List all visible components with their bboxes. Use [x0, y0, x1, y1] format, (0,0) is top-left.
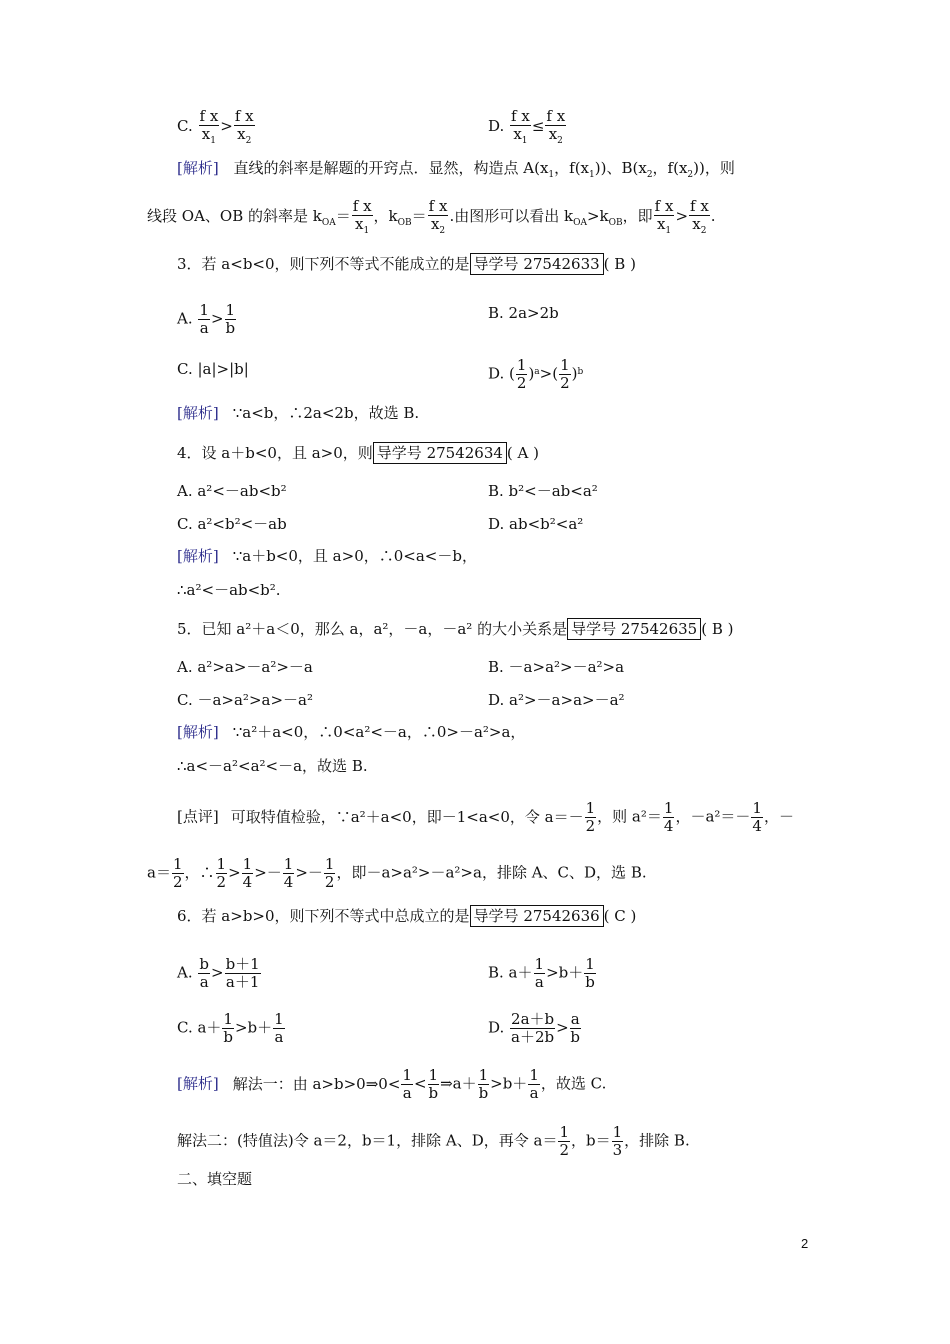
analysis-line-2: 线段 OA、OB 的斜率是 $k_{OA}=$ $\frac{\text{f x}}{x_1}$ ，$k_{OB}=$ $\frac{\text{f x}}{x_2}$ .由图形可以看出 $k_{OA}>k_{OB}$，即 $\frac{\text{f x}}{x_1}$ > $\frac{\text{f x}}{x_2}$ .: [147, 197, 716, 236]
option-d-row: D. $\frac{\text{f x}}{x_1}$ ≤ $\frac{\text{f x}}{x_2}$: [488, 107, 566, 146]
fraction: $\frac{\text{f x}}{x_1}$: [511, 107, 530, 146]
question-6-analysis: [解析] 解法一：由 a>b>0⇒0< $\frac{1}{a}$ < $\frac{1}{b}$ ⇒a＋ $\frac{1}{b}$ >b＋ $\frac{1}{a}$ ，故选 C.: [177, 1066, 607, 1102]
question-6-option-a: A. $\frac{b}{a}$ > $\frac{b+1}{a+1}$: [177, 955, 260, 991]
question-5-comment: [点评] 可取特值检验，∵a²＋a<0，即－1<a<0，令 a＝－ $\frac{1}{2}$ ，则 a²＝ $\frac{1}{4}$ ，－a²＝－ $\frac{1}{4}$ ，－: [177, 799, 794, 835]
fraction: $\frac{\text{f x}}{x_2}$: [690, 197, 709, 236]
answer: ( A ): [506, 444, 539, 462]
fraction: $\frac{\text{f x}}{x_2}$: [234, 107, 254, 146]
question-6-method-2: 解法二：(特值法)令 a＝2，b＝1，排除 A、D，再令 a＝ $\frac{1}{2}$ ，b＝ $\frac{1}{3}$ ，排除 B.: [177, 1123, 690, 1159]
question-3-stem: 3．若 a<b<0，则下列不等式不能成立的是 导学号 27542633 ( B ): [177, 255, 636, 273]
question-6-option-c: C. a＋ $\frac{1}{b}$ >b＋ $\frac{1}{a}$: [177, 1010, 284, 1046]
question-3-option-b: B. 2a>2b: [488, 304, 559, 322]
question-5-option-c: C. －a>a²>a>－a²: [177, 691, 313, 709]
question-5-stem: 5．已知 a²＋a＜0，那么 a，a²，－a，－a² 的大小关系是 导学号 27542635 ( B ): [177, 620, 734, 638]
question-6-option-b: B. a＋ $\frac{1}{a}$ >b＋ $\frac{1}{b}$: [488, 955, 595, 991]
question-3-option-c: C. |a|>|b|: [177, 360, 249, 378]
guide-number-box: 导学号 27542634: [373, 442, 507, 464]
option-c-row: C. $\frac{\text{f x}}{x_1}$ > $\frac{\text{f x}}{x_2}$: [177, 107, 254, 146]
question-5-analysis-2: ∴a<－a²<a²<－a，故选 B.: [177, 757, 368, 775]
guide-number-box: 导学号 27542635: [567, 618, 701, 640]
question-5-option-d: D. a²>－a>a>－a²: [488, 691, 625, 709]
question-4-stem: 4．设 a＋b<0，且 a>0，则 导学号 27542634 ( A ): [177, 444, 539, 462]
question-5-comment-2: a＝ $\frac{1}{2}$ ，∴ $\frac{1}{2}$ > $\frac{1}{4}$ >－ $\frac{1}{4}$ >－ $\frac{1}{2}$ ，即－a>a²>－a²>a，排除 A、C、D，选 B.: [147, 855, 647, 891]
guide-number-box: 导学号 27542636: [470, 905, 604, 927]
question-5-option-b: B. －a>a²>－a²>a: [488, 658, 625, 676]
fraction: $\frac{\text{f x}}{x_2}$: [428, 197, 448, 236]
option-label: D.: [488, 117, 505, 135]
analysis-tag: [解析]: [177, 159, 219, 177]
question-5-analysis: [解析] ∵a²＋a<0，∴0<a²<－a，∴0>－a²>a，: [177, 723, 526, 741]
answer: ( B ): [701, 620, 734, 638]
question-4-analysis-2: ∴a²<－ab<b².: [177, 581, 281, 599]
question-5-option-a: A. a²>a>－a²>－a: [177, 658, 313, 676]
guide-number-box: 导学号 27542633: [470, 253, 604, 275]
question-3-option-d: D. ( $\frac{1}{2}$ )$^a$>( $\frac{1}{2}$ )$^b$: [488, 356, 584, 392]
question-4-option-c: C. a²<b²<－ab: [177, 515, 287, 533]
section-heading: 二、填空题: [177, 1170, 253, 1188]
question-3-option-a: A. $\frac{1}{a}$ > $\frac{1}{b}$: [177, 301, 236, 337]
question-6-stem: 6．若 a>b>0，则下列不等式中总成立的是 导学号 27542636 ( C ): [177, 907, 637, 925]
fraction: $\frac{\text{f x}}{x_2}$: [546, 107, 566, 146]
question-4-option-a: A. a²<－ab<b²: [177, 482, 287, 500]
question-3-analysis: [解析] ∵a<b，∴2a<2b，故选 B.: [177, 404, 420, 422]
fraction: $\frac{\text{f x}}{x_1}$: [654, 197, 674, 236]
page-number: 2: [801, 1236, 809, 1251]
question-6-option-d: D. $\frac{2a+b}{a+2b}$ > $\frac{a}{b}$: [488, 1010, 580, 1046]
answer: ( C ): [603, 907, 637, 925]
analysis-line: [解析] 直线的斜率是解题的开窍点．显然，构造点 $A(x_1$，$f(x_1)$)、$B(x_2$，$f(x_2)$)，则: [177, 159, 735, 180]
question-4-option-d: D. ab<b²<a²: [488, 515, 584, 533]
fraction: $\frac{\text{f x}}{x_1}$: [199, 107, 219, 146]
question-4-analysis: [解析] ∵a＋b<0，且 a>0，∴0<a<－b，: [177, 547, 477, 565]
option-label: C.: [177, 117, 193, 135]
question-4-option-b: B. b²<－ab<a²: [488, 482, 598, 500]
fraction: $\frac{\text{f x}}{x_1}$: [352, 197, 372, 236]
answer: ( B ): [603, 255, 636, 273]
